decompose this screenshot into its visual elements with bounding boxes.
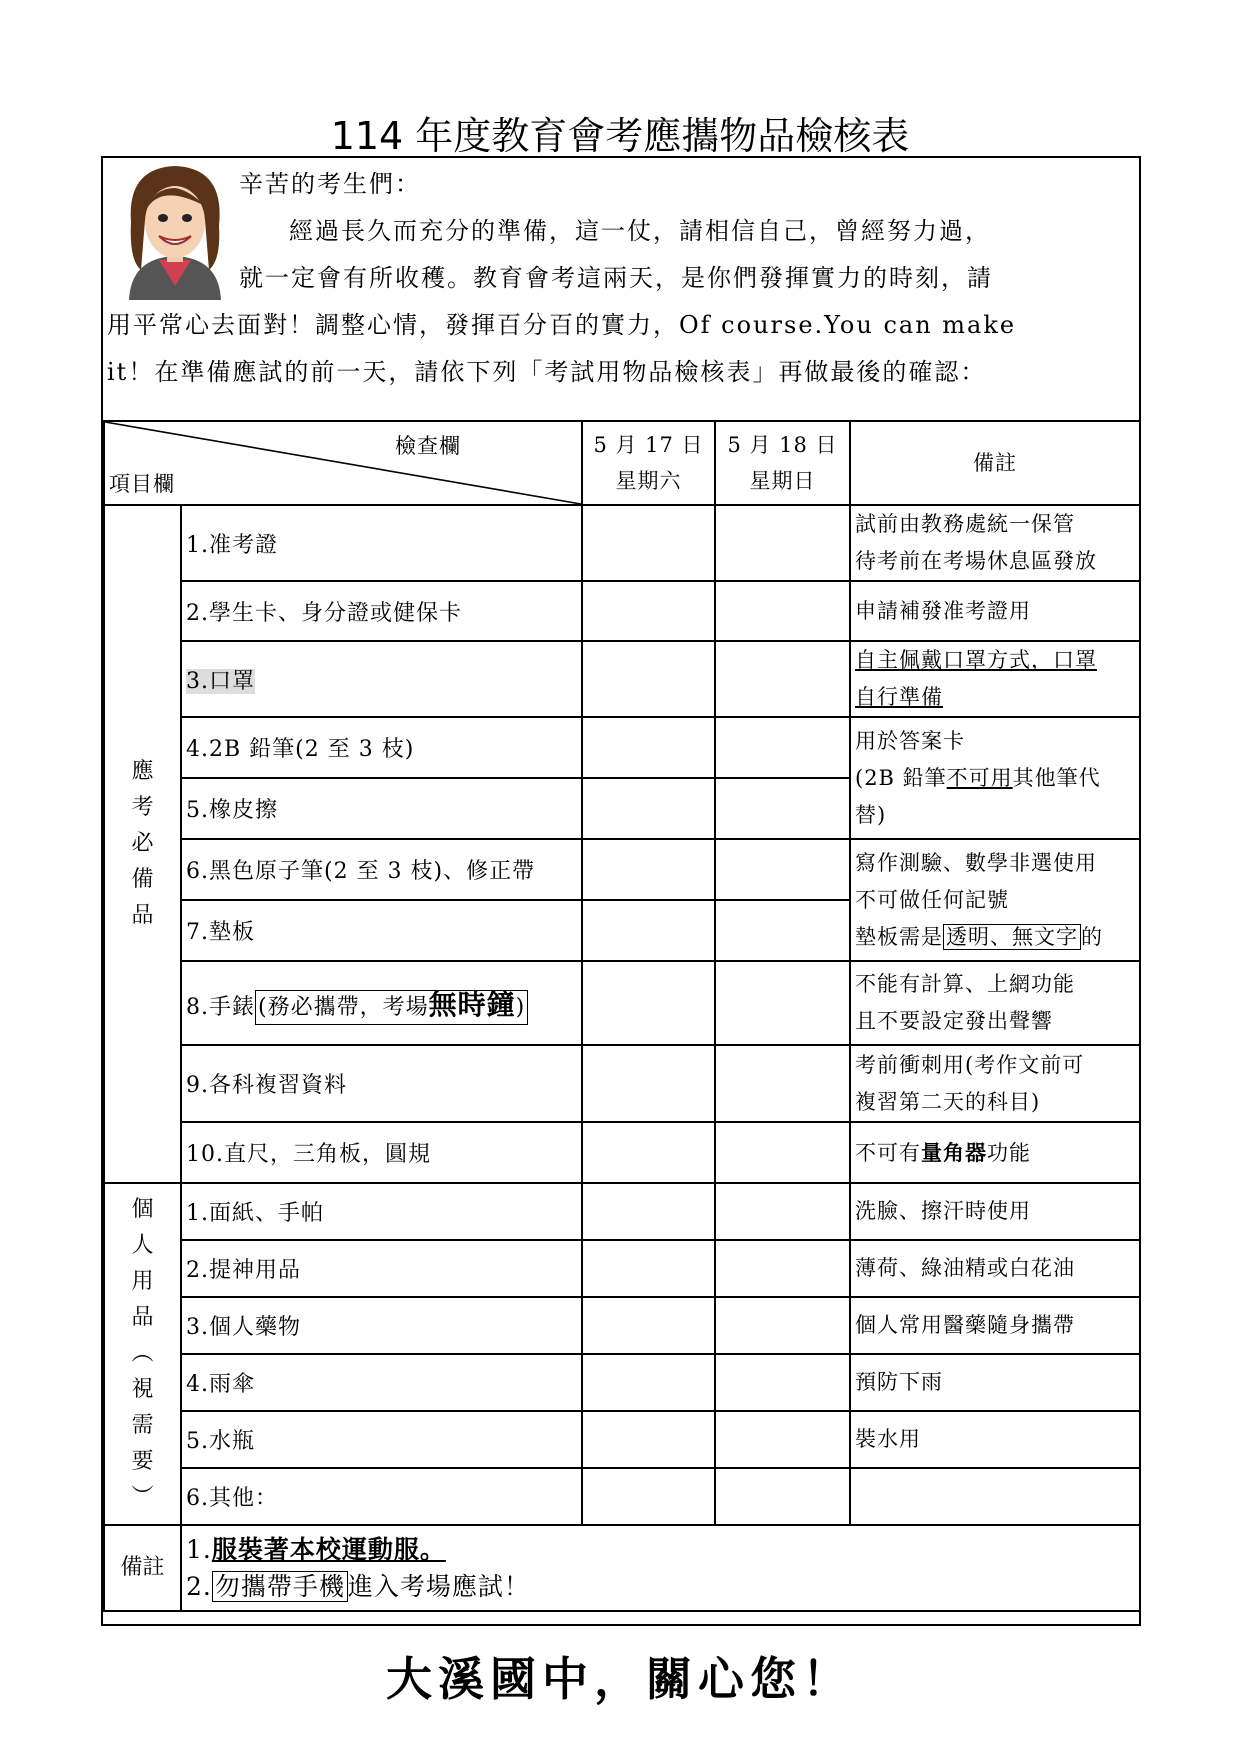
- day2-checkbox[interactable]: [715, 1297, 850, 1354]
- item-other: 6.其他：: [181, 1468, 582, 1525]
- item-column-header: 項目欄: [109, 472, 175, 496]
- diagonal-header-cell: [104, 421, 582, 505]
- item-watch: 8.手錶 (務必攜帶，考場無時鐘): [181, 961, 582, 1045]
- table-row: [104, 641, 1140, 717]
- day2-checkbox[interactable]: [715, 1183, 850, 1240]
- item-black-pen: 6.黑色原子筆(2 至 3 枝)、修正帶: [181, 839, 582, 900]
- item-refreshment: 2.提神用品: [181, 1240, 582, 1297]
- note-student-id: 申請補發准考證用: [850, 581, 1140, 641]
- day1-checkbox[interactable]: [582, 1354, 715, 1411]
- day1-checkbox[interactable]: [582, 641, 715, 717]
- day2-checkbox[interactable]: [715, 900, 850, 961]
- day2-checkbox[interactable]: [715, 1045, 850, 1122]
- day1-checkbox[interactable]: [582, 1411, 715, 1468]
- day2-checkbox[interactable]: [715, 1122, 850, 1183]
- day2-checkbox[interactable]: [715, 1468, 850, 1525]
- day2-checkbox[interactable]: [715, 1240, 850, 1297]
- item-review-material: 9.各科複習資料: [181, 1045, 582, 1122]
- day2-date: 5 月 18 日: [727, 433, 838, 457]
- table-row: [104, 1468, 1140, 1525]
- table-row: [104, 1354, 1140, 1411]
- item-admission-ticket: 1.准考證: [181, 505, 582, 581]
- intro-line-3: 用平常心去面對！調整心情，發揮百分百的實力，Of course.You can make: [107, 311, 1017, 339]
- item-eraser: 5.橡皮擦: [181, 778, 582, 839]
- remarks-content: [181, 1525, 1140, 1611]
- check-column-header: 檢查欄: [395, 434, 461, 458]
- item-water-bottle: 5.水瓶: [181, 1411, 582, 1468]
- section-personal-label: 個人用品︵視需要︶: [104, 1183, 181, 1525]
- day2-checkbox[interactable]: [715, 961, 850, 1045]
- table-row: [104, 1411, 1140, 1468]
- item-mask: 3.口罩: [181, 641, 582, 717]
- page-title: 114 年度教育會考應攜物品檢核表: [330, 114, 910, 158]
- intro-message: [103, 158, 1139, 422]
- item-writing-pad: 7.墊板: [181, 900, 582, 961]
- item-medicine: 3.個人藥物: [181, 1297, 582, 1354]
- day1-header: [582, 421, 715, 505]
- day2-checkbox[interactable]: [715, 778, 850, 839]
- note-watch: 不能有計算、上網功能 且不要設定發出聲響: [850, 961, 1140, 1045]
- remark-1: 1.服裝著本校運動服。: [186, 1535, 446, 1564]
- checklist-table: [103, 420, 1141, 1612]
- item-ruler-compass: 10.直尺，三角板，圓規: [181, 1122, 582, 1183]
- note-water-bottle: 裝水用: [850, 1411, 1140, 1468]
- day2-checkbox[interactable]: [715, 581, 850, 641]
- item-tissue: 1.面紙、手帕: [181, 1183, 582, 1240]
- item-student-id: 2.學生卡、身分證或健保卡: [181, 581, 582, 641]
- header-row: [104, 421, 1140, 505]
- day1-date: 5 月 17 日: [593, 433, 704, 457]
- day1-weekday: 星期六: [615, 469, 682, 493]
- checklist-sheet: [101, 156, 1141, 1626]
- day2-checkbox[interactable]: [715, 839, 850, 900]
- day1-checkbox[interactable]: [582, 778, 715, 839]
- day2-header: [715, 421, 850, 505]
- table-row: [104, 1183, 1140, 1240]
- table-row: [104, 505, 1140, 581]
- day2-checkbox[interactable]: [715, 641, 850, 717]
- note-umbrella: 預防下雨: [850, 1354, 1140, 1411]
- day2-checkbox[interactable]: [715, 1354, 850, 1411]
- footer-slogan: 大溪國中，關心您！: [386, 1652, 854, 1706]
- day2-checkbox[interactable]: [715, 1411, 850, 1468]
- item-umbrella: 4.雨傘: [181, 1354, 582, 1411]
- day1-checkbox[interactable]: [582, 961, 715, 1045]
- note-mask: 自主佩戴口罩方式，口罩 自行準備: [850, 641, 1140, 717]
- item-2b-pencil: 4.2B 鉛筆(2 至 3 枝): [181, 717, 582, 778]
- day1-checkbox[interactable]: [582, 581, 715, 641]
- table-row: [104, 961, 1140, 1045]
- note-refreshment: 薄荷、綠油精或白花油: [850, 1240, 1140, 1297]
- day2-checkbox[interactable]: [715, 717, 850, 778]
- note-pencil-eraser: 用於答案卡 (2B 鉛筆不可用其他筆代 替): [850, 717, 1140, 839]
- day1-checkbox[interactable]: [582, 717, 715, 778]
- note-medicine: 個人常用醫藥隨身攜帶: [850, 1297, 1140, 1354]
- diagonal-line: [105, 422, 581, 504]
- intro-line-1: 經過長久而充分的準備，這一仗，請相信自己，曾經努力過，: [289, 217, 991, 245]
- day1-checkbox[interactable]: [582, 1468, 715, 1525]
- table-row: [104, 1240, 1140, 1297]
- table-row: [104, 1122, 1140, 1183]
- table-row: [104, 581, 1140, 641]
- table-row: [104, 839, 1140, 900]
- note-admission-ticket: 試前由教務處統一保管 待考前在考場休息區發放: [850, 505, 1140, 581]
- note-tissue: 洗臉、擦汗時使用: [850, 1183, 1140, 1240]
- day1-checkbox[interactable]: [582, 1297, 715, 1354]
- note-other[interactable]: [850, 1468, 1140, 1525]
- section-essentials-label: 應考必備品: [104, 505, 181, 1183]
- day2-weekday: 星期日: [749, 469, 816, 493]
- day1-checkbox[interactable]: [582, 839, 715, 900]
- remark-2: 2. 勿攜帶手機 進入考場應試！: [186, 1572, 530, 1601]
- day1-checkbox[interactable]: [582, 1183, 715, 1240]
- note-review-material: 考前衝刺用(考作文前可 複習第二天的科目): [850, 1045, 1140, 1122]
- day1-checkbox[interactable]: [582, 900, 715, 961]
- day1-checkbox[interactable]: [582, 505, 715, 581]
- table-row: [104, 717, 1140, 778]
- day1-checkbox[interactable]: [582, 1240, 715, 1297]
- intro-greeting: 辛苦的考生們：: [239, 170, 421, 198]
- table-row: [104, 1045, 1140, 1122]
- note-ruler-compass: 不可有量角器功能: [850, 1122, 1140, 1183]
- remarks-label: 備註: [104, 1525, 181, 1611]
- day2-checkbox[interactable]: [715, 505, 850, 581]
- notes-header: 備註: [850, 421, 1140, 505]
- day1-checkbox[interactable]: [582, 1045, 715, 1122]
- table-row: [104, 1297, 1140, 1354]
- day1-checkbox[interactable]: [582, 1122, 715, 1183]
- intro-line-4: it！在準備應試的前一天，請依下列「考試用物品檢核表」再做最後的確認：: [107, 358, 987, 386]
- remarks-row: [104, 1525, 1140, 1611]
- intro-line-2: 就一定會有所收穫。教育會考這兩天，是你們發揮實力的時刻，請: [239, 264, 993, 292]
- note-pen-pad: 寫作測驗、數學非選使用 不可做任何記號 墊板需是 透明、無文字 的: [850, 839, 1140, 961]
- teacher-avatar: [109, 160, 241, 300]
